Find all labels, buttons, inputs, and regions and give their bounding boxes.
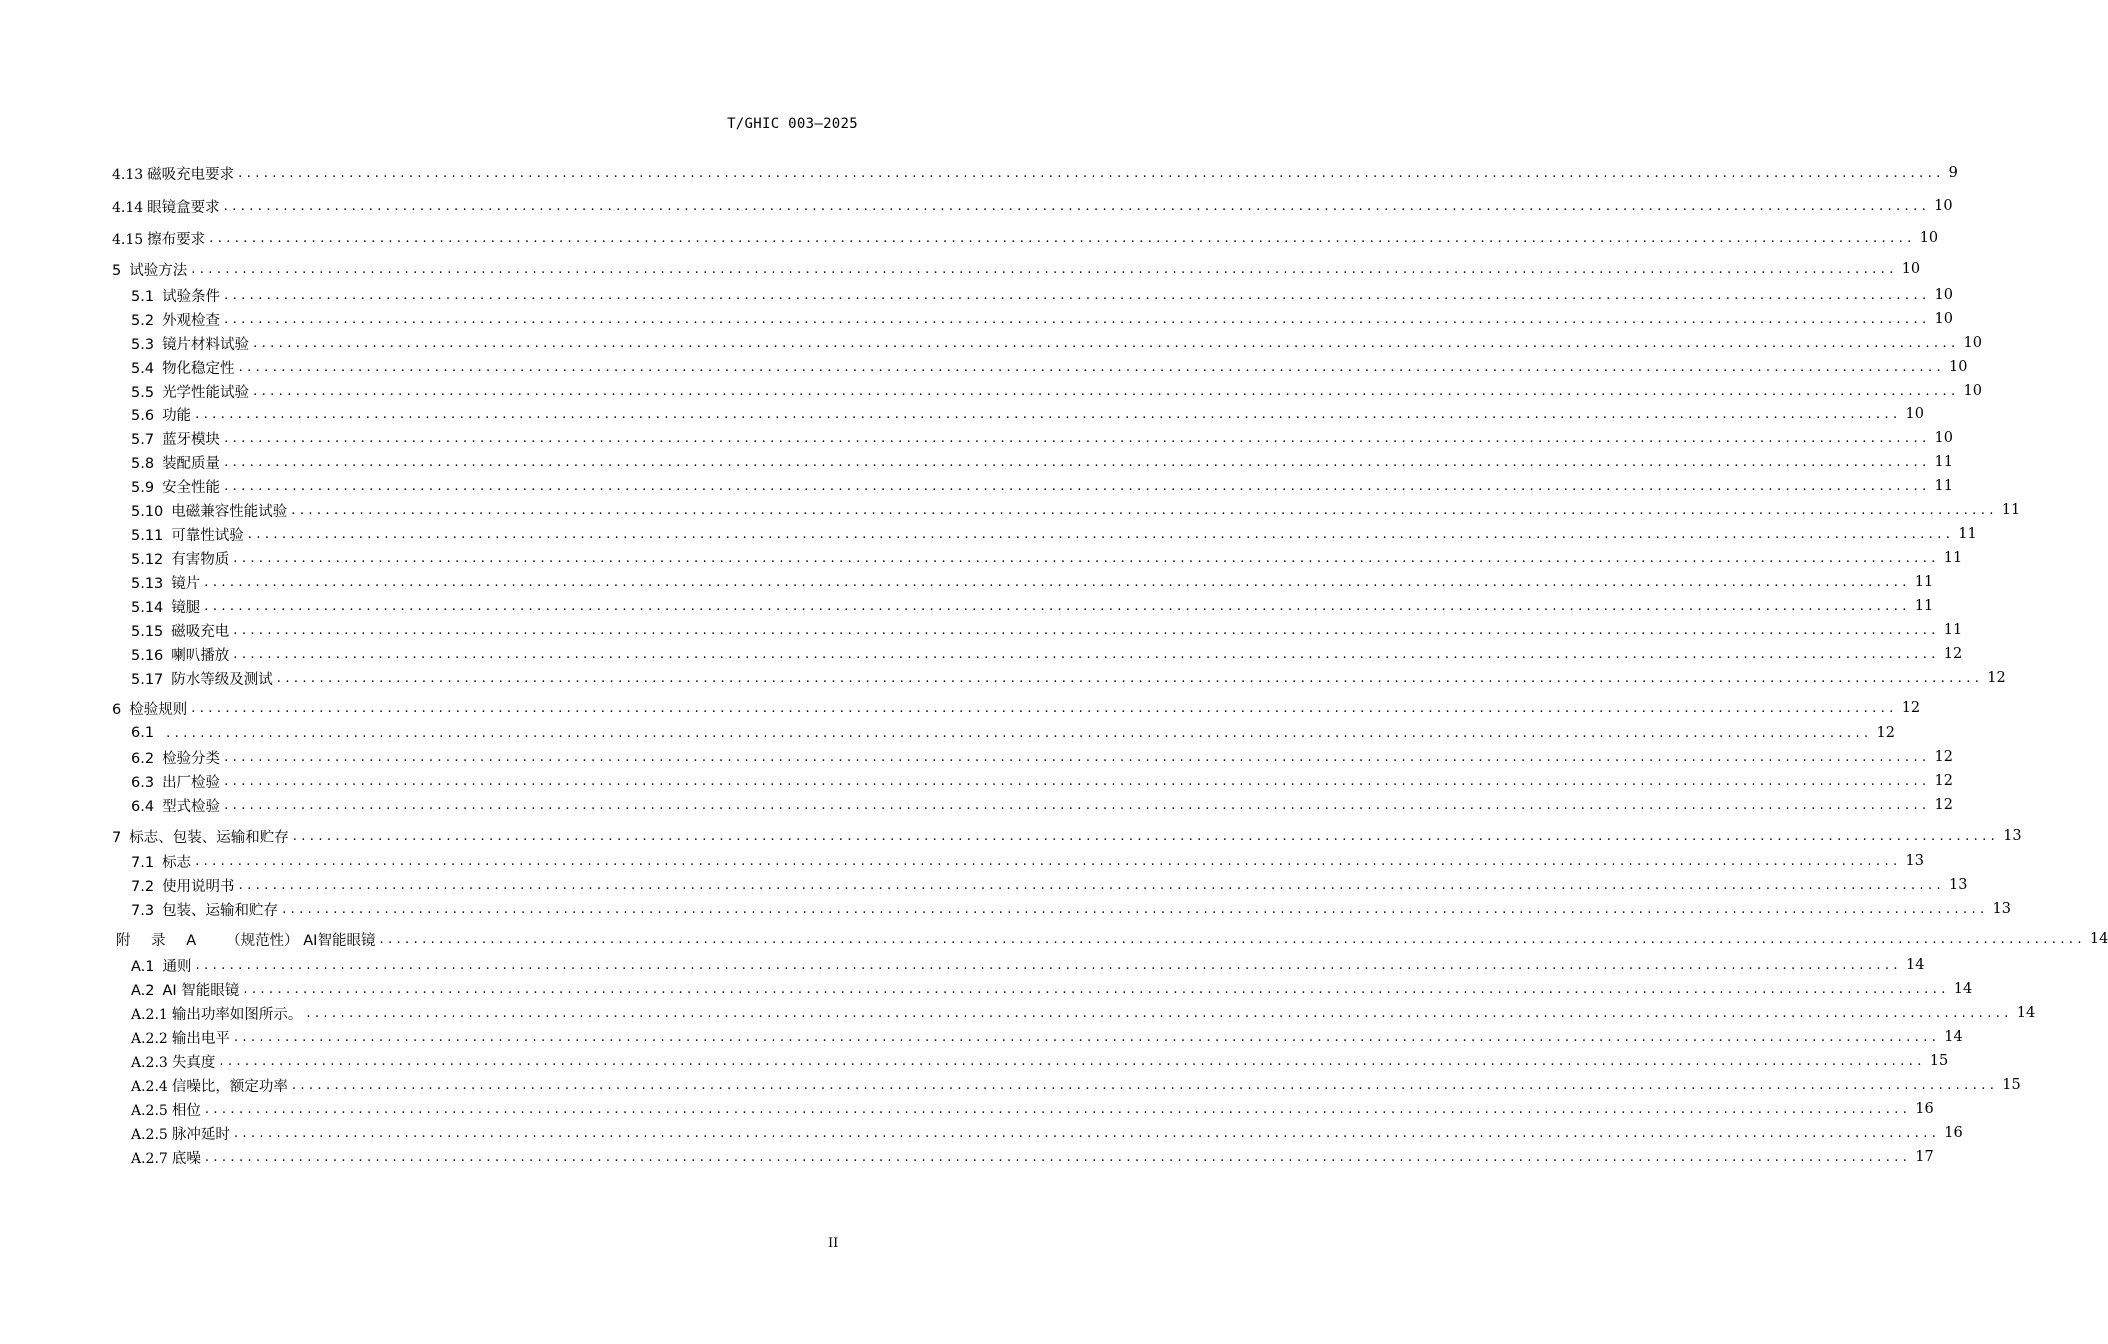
toc-entry-label — [131, 476, 220, 497]
toc-entry-title: 失真度 — [171, 1054, 216, 1071]
toc-entry-number: 5.5 — [131, 384, 155, 401]
toc-entry-page: 14 — [2089, 931, 2108, 947]
toc-entry[interactable] — [131, 1075, 2021, 1095]
toc-entry[interactable] — [131, 285, 1953, 305]
toc-entry[interactable] — [131, 1027, 1963, 1047]
toc-entry-page: 14 — [2016, 1005, 2036, 1021]
toc-entry-label — [131, 955, 192, 976]
toc-entry-title: （规范性） AI智能眼镜 — [226, 932, 376, 949]
toc-entry[interactable] — [131, 668, 2006, 688]
toc-leader-dots: ........................................................................................................................................................................................................ — [238, 877, 1946, 893]
toc-leader-dots: ........................................................................................................................................................................................................ — [233, 550, 1940, 566]
toc-entry-title: 外观检查 — [162, 312, 221, 329]
toc-leader-dots: ........................................................................................................................................................................................................ — [224, 430, 1931, 446]
toc-entry-label — [131, 500, 287, 521]
toc-entry[interactable] — [131, 723, 1895, 743]
toc-entry-label — [131, 548, 229, 569]
toc-entry-label — [131, 596, 200, 617]
toc-leader-dots: ........................................................................................................................................................................................................ — [306, 1005, 2013, 1021]
toc-entry-page: 11 — [2001, 502, 2021, 518]
toc-entry-label — [131, 333, 249, 354]
toc-entry-title: 检验分类 — [162, 750, 221, 767]
toc-entry-label — [131, 285, 220, 306]
toc-entry[interactable] — [131, 979, 1973, 999]
toc-entry[interactable] — [131, 851, 1924, 871]
toc-entry-label — [131, 851, 191, 872]
toc-entry-label — [131, 572, 200, 593]
toc-entry[interactable] — [131, 620, 1963, 640]
toc-entry[interactable] — [131, 452, 1953, 472]
toc-entry[interactable] — [131, 771, 1953, 791]
toc-leader-dots: ........................................................................................................................................................................................................ — [224, 478, 1931, 494]
toc-leader-dots: ........................................................................................................................................................................................................ — [191, 261, 1898, 277]
toc-entry-label — [112, 259, 187, 280]
toc-entry-label — [131, 725, 162, 741]
toc-entry-page: 12 — [1943, 646, 1963, 662]
toc-entry-title: 包装、运输和贮存 — [162, 902, 279, 919]
toc-entry-title: 光学性能试验 — [162, 384, 250, 401]
toc-entry[interactable] — [131, 1003, 2036, 1023]
toc-entry-number: 7.1 — [131, 854, 155, 871]
toc-entry-number: 5.9 — [131, 479, 155, 496]
toc-entry-title: AI 智能眼镜 — [162, 982, 240, 999]
toc-entry-title: 擦布要求 — [147, 231, 206, 248]
toc-entry-label — [131, 1003, 302, 1024]
toc-entry-number: 4.13 — [112, 166, 144, 183]
toc-entry-page: 13 — [2003, 828, 2022, 844]
toc-entry[interactable] — [116, 929, 2108, 949]
toc-entry-page: 10 — [1963, 335, 1982, 351]
toc-entry-label — [131, 620, 229, 641]
toc-entry-label — [112, 826, 289, 847]
toc-entry-page: 11 — [1958, 526, 1977, 542]
toc-leader-dots: ........................................................................................................................................................................................................ — [224, 311, 1931, 327]
toc-entry-label — [131, 1027, 230, 1048]
toc-entry-label — [131, 1075, 288, 1096]
toc-entry-page: 9 — [1948, 165, 1958, 181]
toc-entry-number: A.2.5 — [131, 1126, 168, 1143]
toc-entry[interactable] — [131, 500, 2021, 520]
toc-entry-number: 7 — [112, 829, 122, 846]
toc-leader-dots: ........................................................................................................................................................................................................ — [223, 198, 1931, 214]
toc-entry[interactable] — [131, 1147, 1934, 1167]
toc-leader-dots: ........................................................................................................................................................................................................ — [253, 335, 1960, 351]
toc-entry-page: 11 — [1934, 454, 1953, 470]
toc-entry[interactable] — [131, 1123, 1963, 1143]
toc-leader-dots: ........................................................................................................................................................................................................ — [253, 383, 1960, 399]
toc-entry-title: 可靠性试验 — [171, 527, 244, 544]
toc-entry-label — [112, 163, 234, 184]
toc-entry-number: 5.1 — [131, 288, 155, 305]
toc-entry[interactable] — [131, 476, 1953, 496]
toc-entry-number: 5.16 — [131, 647, 164, 664]
toc-entry-page: 10 — [1905, 406, 1924, 422]
toc-entry-number: A.2.1 — [131, 1006, 168, 1023]
toc-leader-dots: ........................................................................................................................................................................................................ — [224, 797, 1931, 813]
toc-leader-dots: ........................................................................................................................................................................................................ — [224, 749, 1931, 765]
toc-entry-page: 12 — [1987, 670, 2006, 686]
toc-entry-page: 10 — [1934, 198, 1953, 214]
toc-entry-label — [112, 228, 205, 249]
toc-entry-number: 6.1 — [131, 725, 155, 741]
toc-entry-title: 眼镜盒要求 — [147, 199, 220, 216]
toc-entry-title: 试验方法 — [129, 262, 188, 279]
toc-entry-number: 5.14 — [131, 599, 164, 616]
toc-entry-label — [131, 771, 220, 792]
toc-entry[interactable] — [112, 259, 1921, 279]
toc-entry-title: 喇叭播放 — [171, 647, 230, 664]
toc-entry-title: 电磁兼容性能试验 — [171, 503, 288, 520]
toc-entry-title: 信噪比，额定功率 — [171, 1078, 288, 1095]
toc-entry[interactable] — [131, 404, 1924, 424]
toc-entry-title: 蓝牙模块 — [162, 431, 221, 448]
toc-entry-title: 底噪 — [171, 1150, 201, 1167]
toc-entry-number: A.2.5 — [131, 1102, 168, 1119]
toc-entry-page: 12 — [1934, 797, 1953, 813]
toc-entry-label — [131, 524, 244, 545]
document-id: T/GHIC 003—2025 — [727, 116, 858, 132]
toc-entry[interactable] — [131, 1099, 1934, 1119]
toc-entry[interactable] — [131, 333, 1982, 353]
toc-entry-number: 7.2 — [131, 878, 155, 895]
toc-leader-dots: ........................................................................................................................................................................................................ — [204, 1149, 1912, 1165]
toc-entry-page: 11 — [1914, 574, 1934, 590]
toc-entry-page: 10 — [1934, 311, 1953, 327]
toc-entry-number: A.2.4 — [131, 1078, 168, 1095]
toc-entry[interactable] — [131, 596, 1934, 616]
toc-entry-page: 13 — [1905, 853, 1924, 869]
toc-entry-label — [131, 309, 220, 330]
toc-entry-title: 镜片 — [171, 575, 201, 592]
toc-leader-dots: ........................................................................................................................................................................................................ — [233, 1029, 1941, 1045]
toc-entry-page: 11 — [1914, 598, 1934, 614]
toc-entry-page: 15 — [1929, 1053, 1949, 1069]
toc-entry-number: A.1 — [131, 958, 155, 975]
toc-entry-number: 5.8 — [131, 455, 155, 472]
toc-entry-number: 6.2 — [131, 750, 155, 767]
toc-leader-dots: ........................................................................................................................................................................................................ — [238, 359, 1946, 375]
toc-entry-number: 7.3 — [131, 902, 155, 919]
toc-leader-dots: ........................................................................................................................................................................................................ — [209, 230, 1916, 246]
page-number-footer: II — [828, 1236, 839, 1251]
toc-entry-title: 脉冲延时 — [171, 1126, 230, 1143]
toc-leader-dots: ........................................................................................................................................................................................................ — [233, 1125, 1941, 1141]
toc-entry-number: A.2.3 — [131, 1054, 168, 1071]
toc-leader-dots: ........................................................................................................................................................................................................ — [224, 773, 1931, 789]
toc-leader-dots: ........................................................................................................................................................................................................ — [247, 526, 1955, 542]
toc-entry-label — [131, 644, 229, 665]
toc-leader-dots: ........................................................................................................................................................................................................ — [292, 828, 2000, 844]
toc-entry[interactable] — [131, 428, 1953, 448]
toc-entry[interactable] — [131, 795, 1953, 815]
toc-entry-number: 5.6 — [131, 407, 155, 424]
toc-entry-number: 5 — [112, 262, 122, 279]
toc-entry-label — [131, 357, 235, 378]
toc-entry[interactable] — [112, 163, 1958, 183]
toc-leader-dots: ........................................................................................................................................................................................................ — [195, 853, 1902, 869]
toc-entry-page: 13 — [1949, 877, 1968, 893]
toc-entry[interactable] — [131, 644, 1963, 664]
toc-entry-title: 功能 — [162, 407, 192, 424]
toc-entry-number: 5.2 — [131, 312, 155, 329]
toc-entry-page: 13 — [1992, 901, 2011, 917]
toc-entry-number: 5.11 — [131, 527, 164, 544]
toc-entry[interactable] — [112, 228, 1939, 248]
toc-entry-title: 试验条件 — [162, 288, 221, 305]
toc-leader-dots: ........................................................................................................................................................................................................ — [166, 725, 1873, 741]
toc-entry-number: 6.4 — [131, 798, 155, 815]
toc-leader-dots: ........................................................................................................................................................................................................ — [204, 1101, 1912, 1117]
toc-leader-dots: ........................................................................................................................................................................................................ — [224, 454, 1931, 470]
toc-entry-page: 15 — [2002, 1077, 2021, 1093]
toc-entry-number: A.2 — [131, 982, 155, 999]
toc-entry-title: 标志 — [162, 854, 192, 871]
toc-entry[interactable] — [131, 357, 1968, 377]
toc-entry[interactable] — [131, 309, 1953, 329]
toc-entry-label — [131, 404, 191, 425]
toc-entry[interactable] — [112, 196, 1953, 216]
toc-entry-title: 物化稳定性 — [162, 360, 235, 377]
toc-entry-title: 通则 — [162, 958, 192, 975]
toc-entry-title: 磁吸充电要求 — [147, 166, 235, 183]
toc-leader-dots: ........................................................................................................................................................................................................ — [379, 931, 2086, 947]
toc-entry[interactable] — [131, 955, 1925, 975]
toc-entry-page: 16 — [1944, 1125, 1963, 1141]
toc-entry-page: 12 — [1934, 749, 1953, 765]
toc-entry-page: 10 — [1934, 430, 1953, 446]
toc-entry-title: 防水等级及测试 — [171, 671, 273, 688]
toc-entry-title: 有害物质 — [171, 551, 230, 568]
toc-entry[interactable] — [131, 572, 1934, 592]
toc-entry-number: 5.17 — [131, 671, 164, 688]
toc-entry-label — [131, 1099, 201, 1120]
toc-entry-number: 5.10 — [131, 503, 164, 520]
toc-entry-label — [131, 899, 278, 920]
toc-entry-title: 型式检验 — [162, 798, 221, 815]
toc-entry-number: 5.15 — [131, 623, 164, 640]
toc-leader-dots: ........................................................................................................................................................................................................ — [291, 1077, 1999, 1093]
toc-entry[interactable] — [131, 899, 2011, 919]
toc-entry-label — [131, 1123, 230, 1144]
toc-entry-page: 12 — [1901, 700, 1921, 716]
toc-entry-number: 5.4 — [131, 360, 155, 377]
toc-entry-page: 11 — [1943, 622, 1963, 638]
toc-entry[interactable] — [131, 1051, 1949, 1071]
toc-leader-dots: ........................................................................................................................................................................................................ — [282, 901, 1989, 917]
toc-leader-dots: ........................................................................................................................................................................................................ — [219, 1053, 1926, 1069]
toc-leader-dots: ........................................................................................................................................................................................................ — [233, 622, 1940, 638]
toc-entry-title: 镜腿 — [171, 599, 201, 616]
toc-entry-label — [131, 428, 220, 449]
toc-entry-label — [131, 875, 235, 896]
toc-entry-title: 磁吸充电 — [171, 623, 230, 640]
toc-entry-label — [131, 668, 273, 689]
toc-entry-number: 4.15 — [112, 231, 144, 248]
toc-entry-label — [112, 196, 220, 217]
toc-entry-page: 17 — [1915, 1149, 1934, 1165]
toc-entry-page: 14 — [1953, 981, 1973, 997]
toc-entry[interactable] — [131, 381, 1982, 401]
toc-entry-label — [131, 1147, 201, 1168]
toc-entry-page: 14 — [1905, 957, 1925, 973]
toc-entry[interactable] — [131, 548, 1963, 568]
toc-entry[interactable] — [112, 698, 1921, 718]
toc-entry-page: 10 — [1934, 287, 1953, 303]
toc-entry-title: 镜片材料试验 — [162, 336, 250, 353]
toc-leader-dots: ........................................................................................................................................................................................................ — [195, 406, 1902, 422]
toc-entry-number: 5.7 — [131, 431, 155, 448]
toc-entry-title: 检验规则 — [129, 701, 188, 718]
toc-entry-number: 6.3 — [131, 774, 155, 791]
toc-leader-dots: ........................................................................................................................................................................................................ — [233, 646, 1940, 662]
toc-entry-page: 14 — [1944, 1029, 1963, 1045]
toc-entry-title: 输出电平 — [171, 1030, 230, 1047]
toc-entry-page: 10 — [1901, 261, 1921, 277]
toc-leader-dots: ........................................................................................................................................................................................................ — [195, 957, 1902, 973]
toc-leader-dots: ........................................................................................................................................................................................................ — [224, 287, 1931, 303]
toc-entry-label — [131, 381, 249, 402]
toc-entry-title: 使用说明书 — [162, 878, 235, 895]
toc-leader-dots: ........................................................................................................................................................................................................ — [204, 598, 1911, 614]
toc-entry-title: 装配质量 — [162, 455, 221, 472]
toc-entry-number: 6 — [112, 701, 122, 718]
toc-entry-number: 5.3 — [131, 336, 155, 353]
toc-entry-title: 输出功率如图所示。 — [171, 1006, 303, 1023]
toc-entry-page: 10 — [1919, 230, 1939, 246]
toc-entry-label — [131, 747, 220, 768]
toc-entry-title: 相位 — [171, 1102, 201, 1119]
toc-entry-label — [131, 452, 220, 473]
toc-entry-number: 4.14 — [112, 199, 144, 216]
toc-entry-label — [112, 698, 187, 719]
toc-entry[interactable] — [131, 875, 1968, 895]
toc-entry-label — [131, 1051, 215, 1072]
toc-entry-page: 11 — [1934, 478, 1953, 494]
toc-entry[interactable] — [112, 826, 2022, 846]
toc-entry-page: 10 — [1963, 383, 1982, 399]
toc-entry-page: 12 — [1934, 773, 1953, 789]
toc-entry-number: 附 录 A — [116, 932, 197, 949]
toc-entry-title: 安全性能 — [162, 479, 221, 496]
toc-entry[interactable] — [131, 747, 1953, 767]
toc-entry-label — [116, 929, 375, 950]
toc-entry-title: 出厂检验 — [162, 774, 221, 791]
toc-entry-number: 5.13 — [131, 575, 164, 592]
toc-leader-dots: ........................................................................................................................................................................................................ — [238, 165, 1945, 181]
toc-leader-dots: ........................................................................................................................................................................................................ — [191, 700, 1898, 716]
toc-entry-title: 标志、包装、运输和贮存 — [129, 829, 289, 846]
toc-entry-number: A.2.2 — [131, 1030, 168, 1047]
toc-entry-page: 11 — [1943, 550, 1963, 566]
toc-entry-page: 12 — [1876, 725, 1895, 741]
toc-entry-label — [131, 795, 220, 816]
toc-entry-number: 5.12 — [131, 551, 164, 568]
toc-entry-page: 16 — [1915, 1101, 1934, 1117]
toc-leader-dots: ........................................................................................................................................................................................................ — [204, 574, 1911, 590]
toc-leader-dots: ........................................................................................................................................................................................................ — [291, 502, 1998, 518]
toc-entry[interactable] — [131, 524, 1977, 544]
toc-entry-label — [131, 979, 239, 1000]
toc-leader-dots: ........................................................................................................................................................................................................ — [276, 670, 1984, 686]
toc-leader-dots: ........................................................................................................................................................................................................ — [243, 981, 1950, 997]
toc-entry-number: A.2.7 — [131, 1150, 168, 1167]
toc-entry-page: 10 — [1949, 359, 1968, 375]
